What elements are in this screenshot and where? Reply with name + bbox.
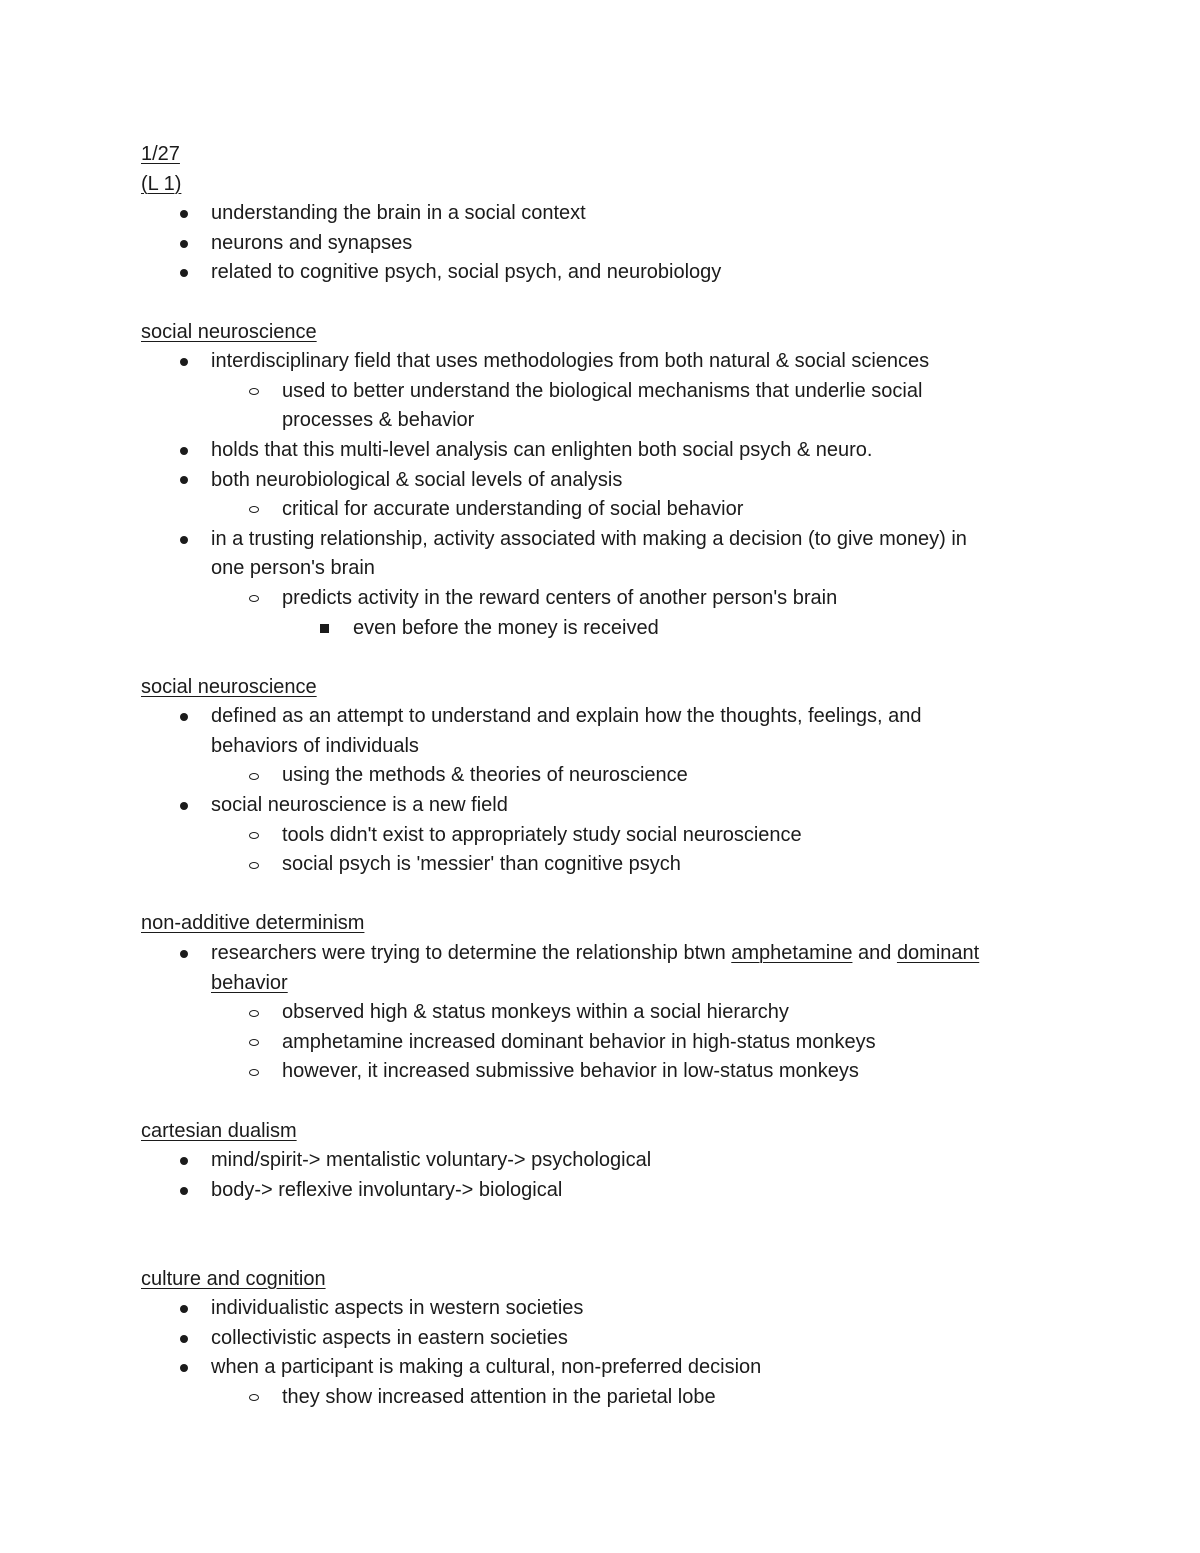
list-item: both neurobiological & social levels of analysis [141, 466, 1051, 496]
section-heading-social-neuroscience-2: social neuroscience [141, 675, 317, 698]
list-item: amphetamine increased dominant behavior in high-status monkeys [141, 1028, 1051, 1058]
list-item: related to cognitive psych, social psych, and neurobiology [141, 258, 1051, 288]
list-item: critical for accurate understanding of social behavior [141, 495, 1051, 525]
lecture-label: (L 1) [141, 172, 182, 195]
list-item: mind/spirit-> mentalistic voluntary-> psychological [141, 1146, 1051, 1176]
section-heading-cartesian-dualism: cartesian dualism [141, 1119, 297, 1142]
list-item-continuation [141, 969, 1051, 999]
bullet-disc-icon [177, 1146, 191, 1176]
list-item: understanding the brain in a social context [141, 199, 1051, 229]
section-heading-social-neuroscience: social neuroscience [141, 320, 317, 343]
list-item: they show increased attention in the parietal lobe [141, 1383, 1051, 1413]
list-item: using the methods & theories of neuroscience [141, 761, 1051, 791]
list-item: predicts activity in the reward centers of another person's brain [141, 584, 1051, 614]
bullet-disc-icon [177, 525, 191, 555]
bullet-circle-icon [247, 377, 261, 407]
bullet-circle-icon [247, 1383, 261, 1413]
bullet-disc-icon [177, 466, 191, 496]
bullet-disc-icon [177, 258, 191, 288]
list-item: tools didn't exist to appropriately study social neuroscience [141, 821, 1051, 851]
bullet-disc-icon [177, 199, 191, 229]
bullet-disc-icon [177, 1353, 191, 1383]
list-item: interdisciplinary field that uses methodologies from both natural & social sciences [141, 347, 1051, 377]
bullet-square-icon [317, 614, 331, 644]
list-item: body-> reflexive involuntary-> biological [141, 1176, 1051, 1206]
list-item: holds that this multi-level analysis can enlighten both social psych & neuro. [141, 436, 1051, 466]
bullet-disc-icon [177, 1324, 191, 1354]
bullet-disc-icon [177, 702, 191, 732]
list-item: however, it increased submissive behavior in low-status monkeys [141, 1057, 1051, 1087]
list-item-continuation: behaviors of individuals [211, 734, 419, 757]
bullet-circle-icon [247, 495, 261, 525]
section-heading-culture-and-cognition: culture and cognition [141, 1267, 326, 1290]
list-item: social psych is 'messier' than cognitive psych [141, 850, 1051, 880]
bullet-circle-icon [247, 761, 261, 791]
list-item: defined as an attempt to understand and explain how the thoughts, feelings, and [141, 702, 1051, 732]
bullet-circle-icon [247, 850, 261, 880]
date-heading: 1/27 [141, 143, 180, 165]
term-behavior: behavior [211, 971, 288, 994]
list-item: in a trusting relationship, activity associated with making a decision (to give money) in [141, 525, 1051, 555]
section-heading-non-additive-determinism: non-additive determinism [141, 912, 365, 935]
notes-content [141, 140, 1051, 1413]
list-item-continuation: processes & behavior [282, 409, 475, 432]
list-item: neurons and synapses [141, 229, 1051, 259]
list-item: used to better understand the biological mechanisms that underlie social [141, 377, 1051, 407]
list-item: when a participant is making a cultural, non-preferred decision [141, 1353, 1051, 1383]
bullet-circle-icon [247, 584, 261, 614]
list-item: researchers were trying to determine the relationship btwn amphetamine and dominant [141, 939, 1051, 969]
bullet-disc-icon [177, 436, 191, 466]
list-item-continuation: one person's brain [211, 557, 375, 580]
list-item: social neuroscience is a new field [141, 791, 1051, 821]
bullet-circle-icon [247, 998, 261, 1028]
term-dominant: dominant [896, 942, 980, 965]
bullet-disc-icon [177, 791, 191, 821]
term-amphetamine: amphetamine [731, 942, 853, 965]
bullet-circle-icon [247, 1057, 261, 1087]
bullet-disc-icon [177, 347, 191, 377]
bullet-disc-icon [177, 1176, 191, 1206]
bullet-disc-icon [177, 229, 191, 259]
bullet-circle-icon [247, 1028, 261, 1058]
bullet-disc-icon [177, 939, 191, 969]
bullet-disc-icon [177, 1294, 191, 1324]
list-item: even before the money is received [141, 614, 1051, 644]
list-item: observed high & status monkeys within a social hierarchy [141, 998, 1051, 1028]
bullet-circle-icon [247, 821, 261, 851]
list-item: collectivistic aspects in eastern societies [141, 1324, 1051, 1354]
list-item: individualistic aspects in western societies [141, 1294, 1051, 1324]
